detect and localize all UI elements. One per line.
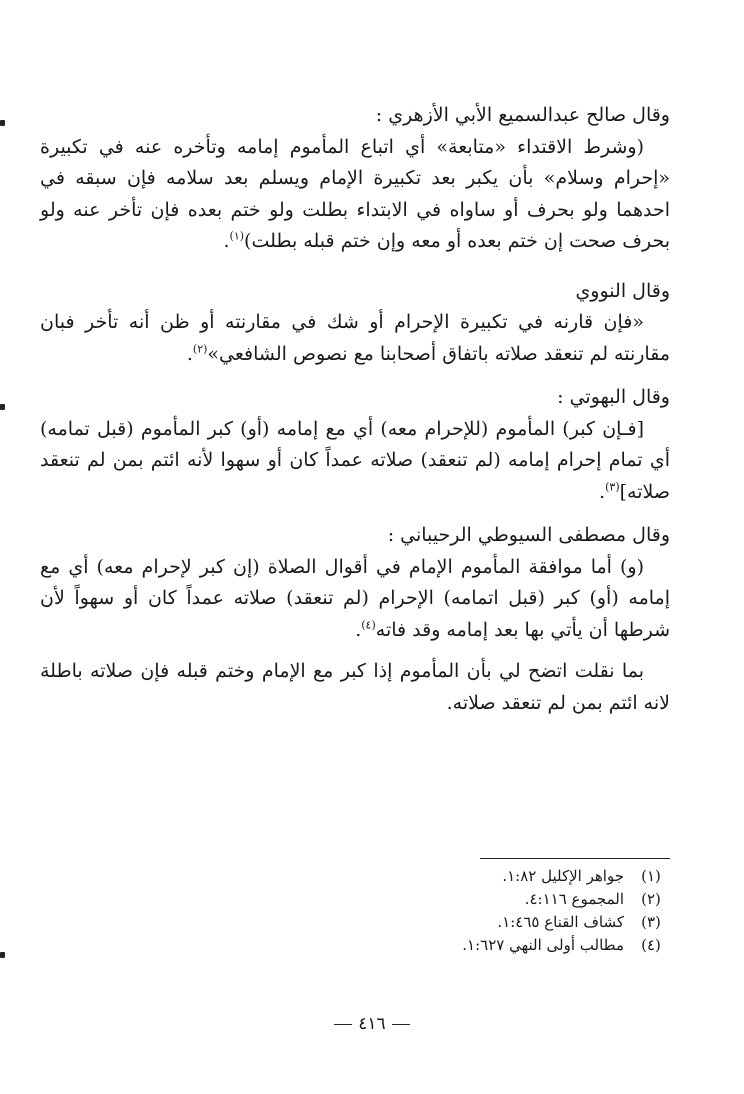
section-2-heading: وقال النووي <box>575 279 670 302</box>
section-2-quote <box>40 307 670 370</box>
footnote-divider <box>480 858 670 859</box>
quote-text: (وشرط الاقتداء «متابعة» أي اتباع المأموم إمامه وتأخره عنه في تكبيرة «إحرام وسلام» بأن يكبر بعد تكبيرة الإمام ويسلم بعد سلامه فإن سبقه في احدهما ولو بحرف أو ساواه في الابتداء بطلت ولو ختم بعده فإن تأخر عنه ولو بحرف صحت إن ختم بعده أو معه وإن ختم قبله بطلت) <box>40 135 670 252</box>
quote-tail: . <box>599 480 606 503</box>
page-number-dash <box>392 1024 410 1025</box>
section-3-heading: وقال البهوتي : <box>557 386 670 408</box>
quote-text: [فـإن كبر) المأموم (للإحرام معه) أي مع إمامه (أو) كبر المأموم (قبل تمامه) أي تمام إحرام إمامه (لم تنعقد) صلاته عمداً كان أو سهوا لأنه ائتم بمن لم تنعقد صلاته] <box>40 417 670 503</box>
quote-text: (و) أما موافقة المأموم الإمام في أقوال الصلاة (إن كبر لإحرام معه) أي مع إمامه (أو) كبر (قبل اتمامه) الإحرام (لم تنعقد) صلاته عمداً كان أو سهواً لأن شرطها أن يأتي بها بعد إمامه وقد فاته <box>40 555 670 641</box>
page-number <box>0 1014 744 1034</box>
footnote-number: (١) <box>641 867 661 885</box>
page-number-dash <box>334 1024 352 1025</box>
section-1-heading: وقال صالح عبدالسميع الأبي الأزهري : <box>375 104 670 126</box>
page-number-value: ٤١٦ <box>358 1014 386 1034</box>
section-3-quote <box>40 414 670 509</box>
footnote-text: مطالب أولى النهي ١:٦٢٧. <box>462 936 624 954</box>
quote-tail: . <box>186 342 193 365</box>
quote-text: «فإن قارنه في تكبيرة الإحرام أو شك في مقارنته أو ظن أنه تأخر فبان مقارنته لم تنعقد صلاته باتفاق أصحابنا مع نصوص الشافعي» <box>40 311 670 365</box>
quote-tail: . <box>355 618 362 641</box>
footnote-number: (٢) <box>641 890 661 908</box>
footnote-text: كشاف القناع ١:٤٦٥. <box>497 913 624 931</box>
footnote-ref[interactable]: (١) <box>229 229 245 243</box>
section-4-heading: وقال مصطفى السيوطي الرحيباني : <box>387 524 670 546</box>
footnote-ref[interactable]: (٢) <box>192 342 208 356</box>
footnote-item <box>40 934 670 957</box>
page-body <box>40 100 670 719</box>
scan-mark <box>0 404 5 410</box>
footnotes <box>40 858 670 957</box>
footnote-item <box>40 888 670 911</box>
footnote-item <box>40 911 670 934</box>
conclusion-paragraph: بما نقلت اتضح لي بأن المأموم إذا كبر مع الإمام وختم قبله فإن صلاته باطلة لانه ائتم بمن لم تنعقد صلاته. <box>40 660 670 714</box>
footnote-text: المجموع ٤:١١٦. <box>524 890 624 908</box>
section-4-quote <box>40 552 670 647</box>
footnote-ref[interactable]: (٤) <box>361 618 376 632</box>
footnote-ref[interactable]: (٣) <box>605 480 620 494</box>
scan-mark <box>0 952 5 958</box>
section-1-quote <box>40 132 670 258</box>
footnote-number: (٤) <box>641 936 661 954</box>
footnote-item <box>40 865 670 888</box>
quote-tail: . <box>223 230 230 252</box>
footnote-number: (٣) <box>641 913 661 931</box>
footnote-text: جواهر الإكليل ١:٨٢. <box>502 867 624 885</box>
scan-mark <box>0 120 5 126</box>
